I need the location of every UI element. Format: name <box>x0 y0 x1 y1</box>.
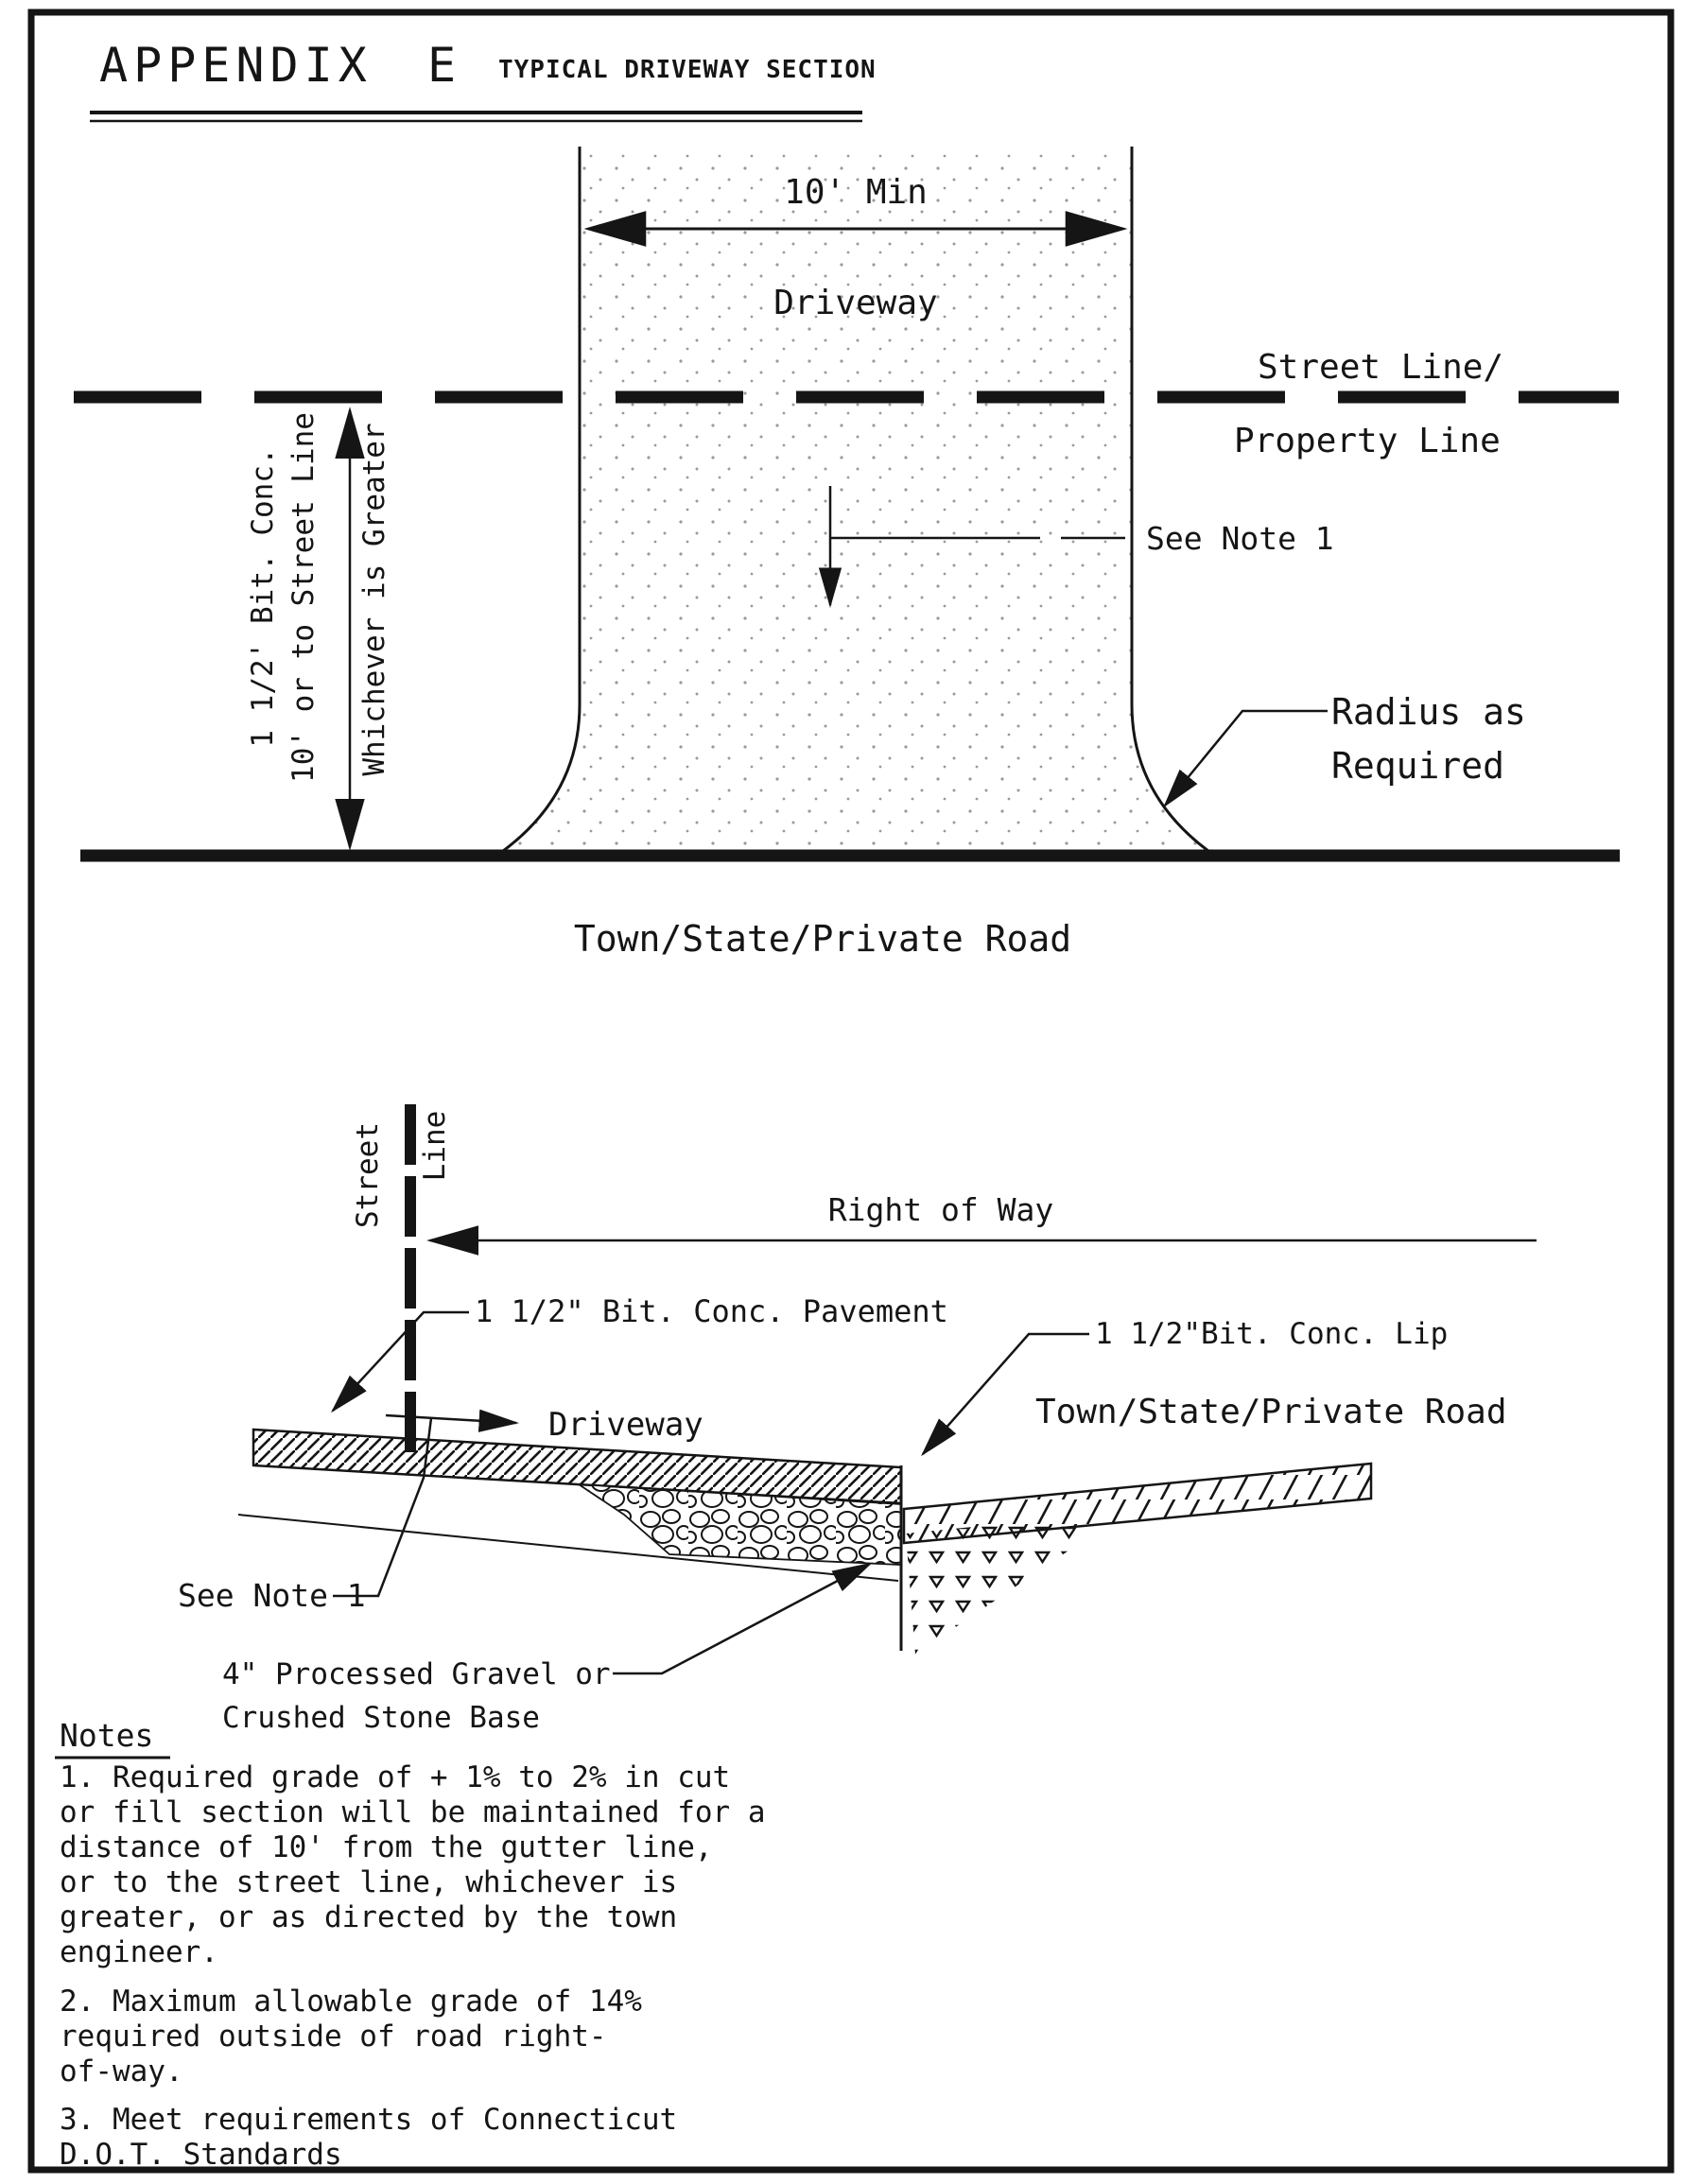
title-appendix: APPENDIX <box>99 38 373 93</box>
section-lip-label: 1 1/2"Bit. Conc. Lip <box>1095 1317 1449 1351</box>
section-line-label: Line <box>418 1110 452 1182</box>
plan-radius-label-1: Radius as <box>1331 691 1526 733</box>
note-line: 1. Required grade of + 1% to 2% in cut <box>60 1760 731 1794</box>
plan-depth-dim-text-1: 1 1/2' Bit. Conc. <box>246 447 280 748</box>
note-line: greater, or as directed by the town <box>60 1900 678 1934</box>
note-line: 2. Maximum allowable grade of 14% <box>60 1985 642 2019</box>
notes-header: Notes <box>60 1717 154 1754</box>
plan-radius-leader <box>1165 711 1328 806</box>
section-street-label: Street <box>351 1122 385 1228</box>
title-subtitle: TYPICAL DRIVEWAY SECTION <box>498 56 877 84</box>
note-3 <box>60 2103 677 2172</box>
section-view <box>178 1104 1537 1735</box>
plan-property-line-label: Property Line <box>1234 422 1501 460</box>
plan-street-line-label: Street Line/ <box>1258 348 1504 387</box>
plan-view <box>74 147 1620 960</box>
plan-depth-dim-text-2: 10' or to Street Line <box>287 412 321 783</box>
section-gravel-leader <box>613 1564 870 1673</box>
plan-radius-label-2: Required <box>1331 745 1505 787</box>
note-line: of-way. <box>60 2054 183 2089</box>
plan-driveway-right-edge <box>1132 147 1212 854</box>
plan-driveway-stipple-area <box>499 151 1212 855</box>
plan-depth-dim-text-3: Whichever is Greater <box>357 423 391 776</box>
section-right-of-way-label: Right of Way <box>827 1191 1054 1228</box>
section-road-label: Town/State/Private Road <box>1035 1393 1507 1431</box>
note-line: required outside of road right- <box>60 2019 607 2054</box>
section-pavement-leader <box>333 1312 469 1411</box>
note-line: engineer. <box>60 1935 218 1969</box>
section-pavement-label: 1 1/2" Bit. Conc. Pavement <box>475 1293 948 1329</box>
notes-block <box>55 1717 766 2172</box>
section-gravel-label-1: 4" Processed Gravel or <box>222 1657 611 1691</box>
title-block <box>90 38 877 121</box>
note-line: D.O.T. Standards <box>60 2138 342 2172</box>
title-letter: E <box>427 38 462 93</box>
note-line: or to the street line, whichever is <box>60 1865 678 1899</box>
note-line: distance of 10' from the gutter line, <box>60 1830 713 1864</box>
section-road-gravel <box>906 1517 1083 1655</box>
plan-driveway-left-edge <box>499 147 580 854</box>
plan-road-label: Town/State/Private Road <box>573 918 1072 960</box>
plan-driveway-label: Driveway <box>773 284 938 322</box>
section-see-note-label: See Note 1 <box>178 1577 366 1614</box>
note-line: 3. Meet requirements of Connecticut <box>60 2103 678 2137</box>
section-gravel-label-2: Crushed Stone Base <box>222 1701 540 1735</box>
note-line: or fill section will be maintained for a <box>60 1795 766 1829</box>
section-driveway-label: Driveway <box>548 1406 703 1444</box>
note-1 <box>60 1760 766 1969</box>
plan-see-note-label: See Note 1 <box>1146 520 1334 557</box>
note-2 <box>60 1985 642 2089</box>
plan-width-dim-label: 10' Min <box>784 173 928 212</box>
